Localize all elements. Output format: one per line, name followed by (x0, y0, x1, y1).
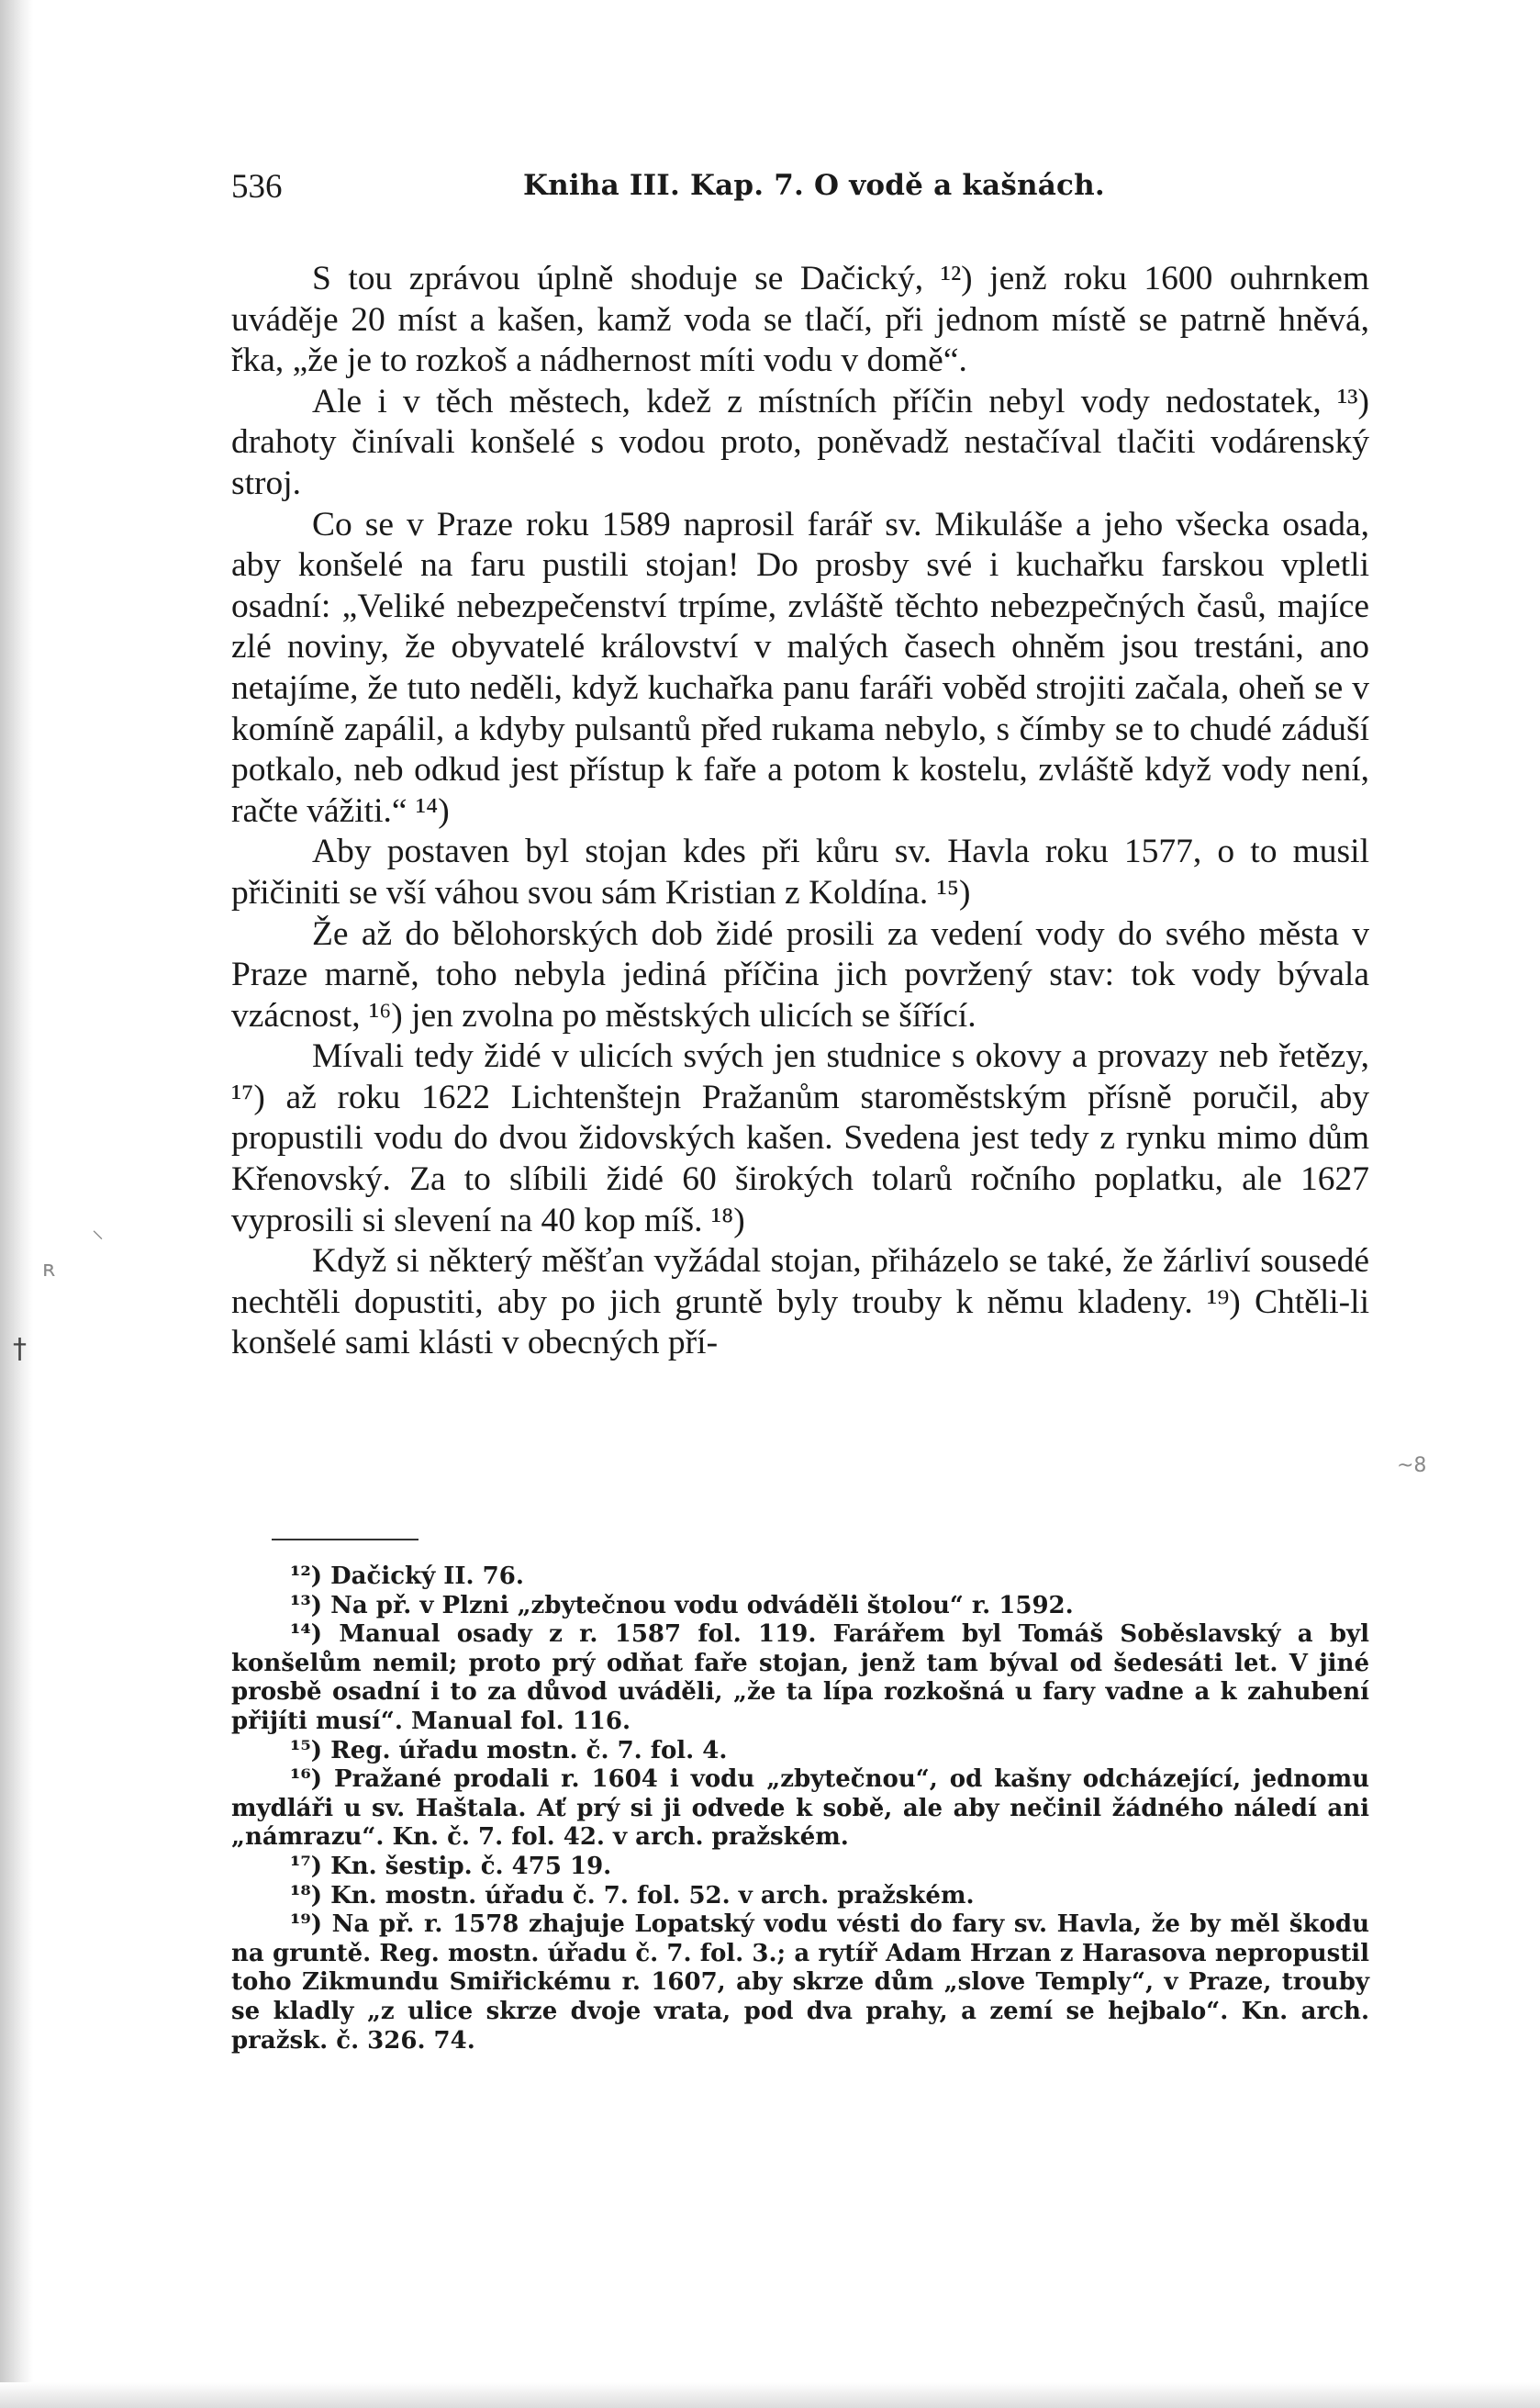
paragraph: Aby postaven byl stojan kdes při kůru sv. Havla roku 1577, o to musil přičiniti se vší váhou svou sám Kristian z Koldína. ¹⁵) (231, 833, 1369, 912)
running-title: Kniha III. Kap. 7. O vodě a kašnách. (523, 169, 1105, 202)
paragraph: Že až do bělohorských dob židé prosili za vedení vody do svého města v Praze marně, toho nebyla jediná příčina jich povržený stav: tok vody bývala vzácnost, ¹⁶) jen zvolna po městských ulicích se šířící. (231, 914, 1369, 1035)
paragraph: S tou zprávou úplně shoduje se Dačický, ¹²) jenž roku 1600 ouhrnkem uváděje 20 míst a kašen, kamž voda se tlačí, při jednom místě se patrně hněvá, řka, „že je to rozkoš a nádhernost míti vodu v domě“. (231, 260, 1369, 380)
margin-mark-icon: ʀ (42, 1256, 56, 1282)
margin-mark-icon: ~8 (1397, 1454, 1427, 1477)
footnote: ¹⁴) Manual osady z r. 1587 fol. 119. Farářem byl Tomáš Soběslavský a byl konšelům nemil; proto prý odňat faře stojan, jenž tam býval od šedesáti let. V jiné prosbě osadní i to za důvod uváděli, „že ta lípa rozkošná u fary vadne a k zahubení přijíti musí“. Manual fol. 116. (231, 1620, 1369, 1735)
footnote: ¹⁵) Reg. úřadu mostn. č. 7. fol. 4. (290, 1736, 728, 1764)
page-bottom-shadow (0, 2382, 1540, 2408)
footnote: ¹⁶) Pražané prodali r. 1604 i vodu „zbytečnou“, od kašny odcházející, jednomu mydláři u sv. Haštala. Ať prý si ji odvede k sobě, ale aby nečinil žádného náledí ani „námrazu“. Kn. č. 7. fol. 42. v arch. pražském. (231, 1765, 1369, 1852)
paragraph: Co se v Praze roku 1589 naprosil farář sv. Mikuláše a jeho všecka osada, aby konšelé na faru pustili stojan! Do prosby své i kuchařku farskou vpletli osadní: „Veliké nebezpečenství trpíme, zvláště těchto nebezpečných časů, majíce zlé noviny, že obyvatelé království v malých časech ohněm jsou trestáni, ano netajíme, že tuto neděli, když kuchařka panu faráři voběd strojiti začala, oheň se v komíně zapálil, a kdyby pulsantů před rukama nebylo, s čímby se to chudé záduší potkalo, neb odkud jest přístup k faře a potom k kostelu, zvláště když vody není, račte vážiti.“ ¹⁴) (231, 505, 1369, 830)
page-gutter-shadow (0, 0, 33, 2408)
margin-mark-icon: † (13, 1333, 27, 1365)
running-head (231, 167, 1369, 211)
footnotes (231, 1562, 1369, 2055)
body-text (231, 259, 1369, 1364)
margin-mark-icon: ⸜ (92, 1216, 105, 1244)
footnote: ¹³) Na př. v Plzni „zbytečnou vodu odváděli štolou“ r. 1592. (290, 1591, 1074, 1619)
paragraph: Mívali tedy židé v ulicích svých jen studnice s okovy a provazy neb řetězy, ¹⁷) až roku 1622 Lichtenštejn Pražanům staroměstským přísně poručil, aby propustili vodu do dvou židovských kašen. Svedena jest tedy z rynku mimo dům Křenovský. Za to slíbili židé 60 širokých tolarů ročního poplatku, ale 1627 vyprosili si slevení na 40 kop míš. ¹⁸) (231, 1037, 1369, 1239)
footnote: ¹⁷) Kn. šestip. č. 475 19. (290, 1852, 612, 1880)
paragraph: Ale i v těch městech, kdež z místních příčin nebyl vody nedostatek, ¹³) drahoty činívali konšelé s vodou proto, poněvadž nestačíval tlačiti vodárenský stroj. (231, 382, 1369, 502)
paragraph: Když si některý měšťan vyžádal stojan, přiházelo se také, že žárliví sousedé nechtěli dopustiti, aby po jich gruntě byly trouby k němu kladeny. ¹⁹) Chtěli-li konšelé sami klásti v obecných pří- (231, 1242, 1369, 1362)
page-number: 536 (231, 168, 283, 206)
footnote: ¹²) Dačický II. 76. (290, 1562, 524, 1590)
footnote: ¹⁸) Kn. mostn. úřadu č. 7. fol. 52. v arch. pražském. (290, 1881, 975, 1910)
footnote: ¹⁹) Na př. r. 1578 zhajuje Lopatský vodu vésti do fary sv. Havla, že by měl škodu na gruntě. Reg. mostn. úřadu č. 7. fol. 3.; a rytíř Adam Hrzan z Harasova nepropustil toho Zikmundu Smiřickému r. 1607, aby skrze dům „slove Temply“, v Praze, trouby se kladly „z ulice skrze dvoje vrata, pod dva prahy, a zemí se hejbalo“. Kn. arch. pražsk. č. 326. 74. (231, 1910, 1369, 2055)
footnote-divider (272, 1539, 418, 1540)
